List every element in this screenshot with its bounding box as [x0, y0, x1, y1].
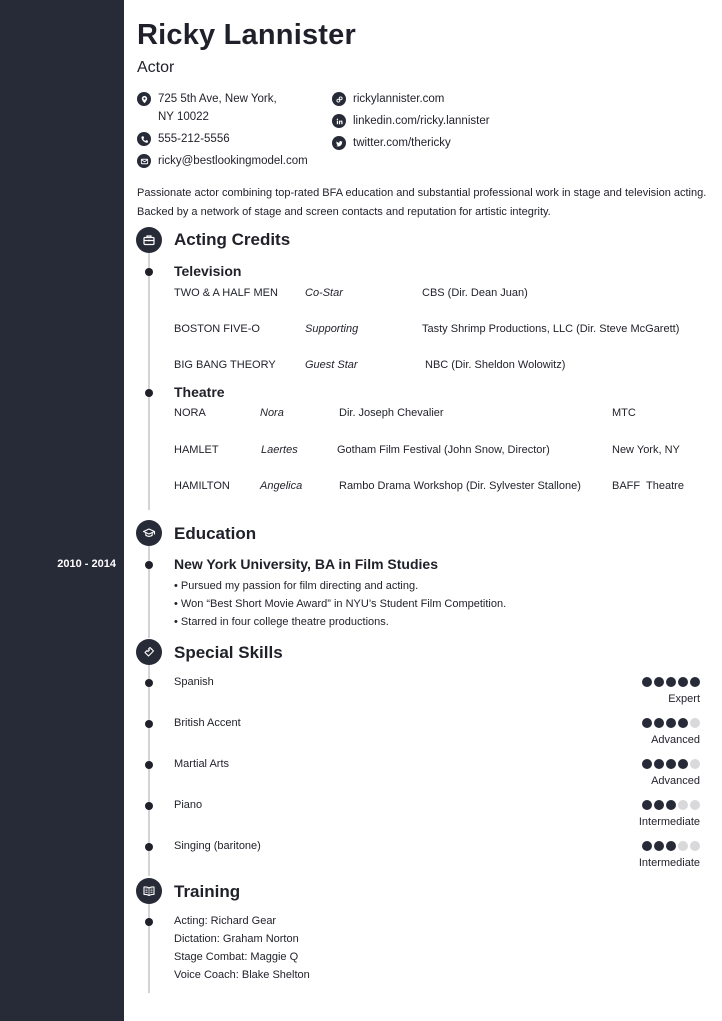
skill-rating — [642, 800, 700, 810]
briefcase-icon — [136, 227, 162, 253]
skill-level: Advanced — [651, 775, 700, 787]
education-bullet: • Won “Best Short Movie Award” in NYU’s Student Film Competition. — [174, 598, 507, 610]
section-title-training: Training — [174, 882, 241, 901]
credit-venue: BAFF Theatre — [612, 480, 684, 492]
credit-role: Guest Star — [305, 359, 358, 371]
credit-venue: MTC — [612, 407, 636, 419]
sidebar — [0, 0, 124, 1021]
link-icon — [332, 92, 346, 106]
address-line-1: 725 5th Ave, New York, — [158, 93, 277, 105]
contact-website — [332, 92, 444, 108]
credit-role: Supporting — [305, 323, 359, 335]
credit-company: NBC (Dir. Sheldon Wolowitz) — [425, 359, 566, 371]
skills-hand-icon — [136, 639, 162, 665]
email-link[interactable]: ricky@bestlookingmodel.com — [158, 155, 308, 167]
contact-phone: 555-212-5556 — [137, 132, 230, 148]
graduation-cap-icon — [136, 520, 162, 546]
credit-company: Rambo Drama Workshop (Dir. Sylvester Stallone) — [339, 480, 581, 492]
linkedin-link[interactable]: linkedin.com/ricky.lannister — [353, 115, 490, 127]
timeline-dot — [145, 720, 153, 728]
contact-twitter — [332, 136, 451, 152]
linkedin-icon — [332, 114, 346, 128]
education-bullet: • Pursued my passion for film directing and acting. — [174, 580, 419, 592]
section-title-special-skills: Special Skills — [174, 643, 283, 662]
subsection-title-television: Television — [174, 263, 242, 279]
skill-name: Martial Arts — [174, 758, 230, 770]
candidate-name: Ricky Lannister — [137, 19, 356, 51]
credit-company: Dir. Joseph Chevalier — [339, 407, 444, 419]
website-link[interactable]: rickylannister.com — [353, 93, 445, 105]
timeline-line-acting — [148, 240, 150, 510]
training-item: Stage Combat: Maggie Q — [174, 951, 299, 963]
credit-show: NORA — [174, 407, 206, 419]
credit-venue: New York, NY — [612, 444, 680, 456]
contact-address — [137, 92, 277, 126]
credit-role: Co-Star — [305, 287, 343, 299]
education-degree: New York University, BA in Film Studies — [174, 556, 438, 572]
candidate-role: Actor — [137, 59, 175, 76]
credit-company: Tasty Shrimp Productions, LLC (Dir. Steve McGarett) — [422, 323, 680, 335]
credit-company: Gotham Film Festival (John Snow, Director) — [337, 444, 550, 456]
section-title-acting-credits: Acting Credits — [174, 230, 291, 249]
timeline-dot — [145, 802, 153, 810]
contact-linkedin — [332, 114, 490, 130]
skill-level: Intermediate — [638, 857, 700, 869]
summary-text: Passionate actor combining top-rated BFA education and substantial professional work in stage and television acting. Backed by a network of stage and screen contacts and reputation for artistic integrity. — [137, 187, 707, 218]
resume-main — [124, 0, 722, 1021]
skill-rating — [642, 841, 700, 851]
timeline-dot — [145, 843, 153, 851]
skill-name: Piano — [174, 799, 203, 811]
skill-name: Singing (baritone) — [174, 840, 261, 852]
credit-show: HAMLET — [174, 444, 219, 456]
phone-icon — [137, 132, 151, 146]
timeline-line-education — [148, 534, 150, 638]
timeline-dot — [145, 561, 153, 569]
credit-show: BIG BANG THEORY — [174, 359, 276, 371]
address-line-2: NY 10022 — [158, 111, 209, 123]
credit-role: Angelica — [260, 480, 303, 492]
credit-role: Laertes — [261, 444, 298, 456]
training-item: Voice Coach: Blake Shelton — [174, 969, 310, 981]
timeline-dot — [145, 918, 153, 926]
skill-rating — [642, 759, 700, 769]
contact-email — [137, 154, 308, 170]
twitter-icon — [332, 136, 346, 150]
education-bullet: • Starred in four college theatre productions. — [174, 616, 389, 628]
location-pin-icon — [137, 92, 151, 106]
envelope-icon — [137, 154, 151, 168]
skill-level: Intermediate — [638, 816, 700, 828]
timeline-line-training — [148, 891, 150, 993]
skill-name: Spanish — [174, 676, 214, 688]
credit-show: BOSTON FIVE-O — [174, 323, 260, 335]
timeline-dot — [145, 679, 153, 687]
credit-show: HAMILTON — [174, 480, 230, 492]
skill-name: British Accent — [174, 717, 241, 729]
training-item: Acting: Richard Gear — [174, 915, 277, 927]
subsection-title-theatre: Theatre — [174, 384, 225, 400]
section-title-education: Education — [174, 524, 257, 543]
skill-rating — [642, 677, 700, 687]
book-icon — [136, 878, 162, 904]
education-dates: 2010 - 2014 — [57, 558, 116, 570]
credit-company: CBS (Dir. Dean Juan) — [422, 287, 528, 299]
timeline-dot — [145, 761, 153, 769]
credit-role: Nora — [260, 407, 284, 419]
skill-level: Advanced — [651, 734, 700, 746]
twitter-link[interactable]: twitter.com/thericky — [353, 137, 451, 149]
credit-show: TWO & A HALF MEN — [174, 287, 278, 299]
timeline-dot — [145, 389, 153, 397]
skill-level: Expert — [668, 693, 700, 705]
training-item: Dictation: Graham Norton — [174, 933, 299, 945]
timeline-dot — [145, 268, 153, 276]
skill-rating — [642, 718, 700, 728]
